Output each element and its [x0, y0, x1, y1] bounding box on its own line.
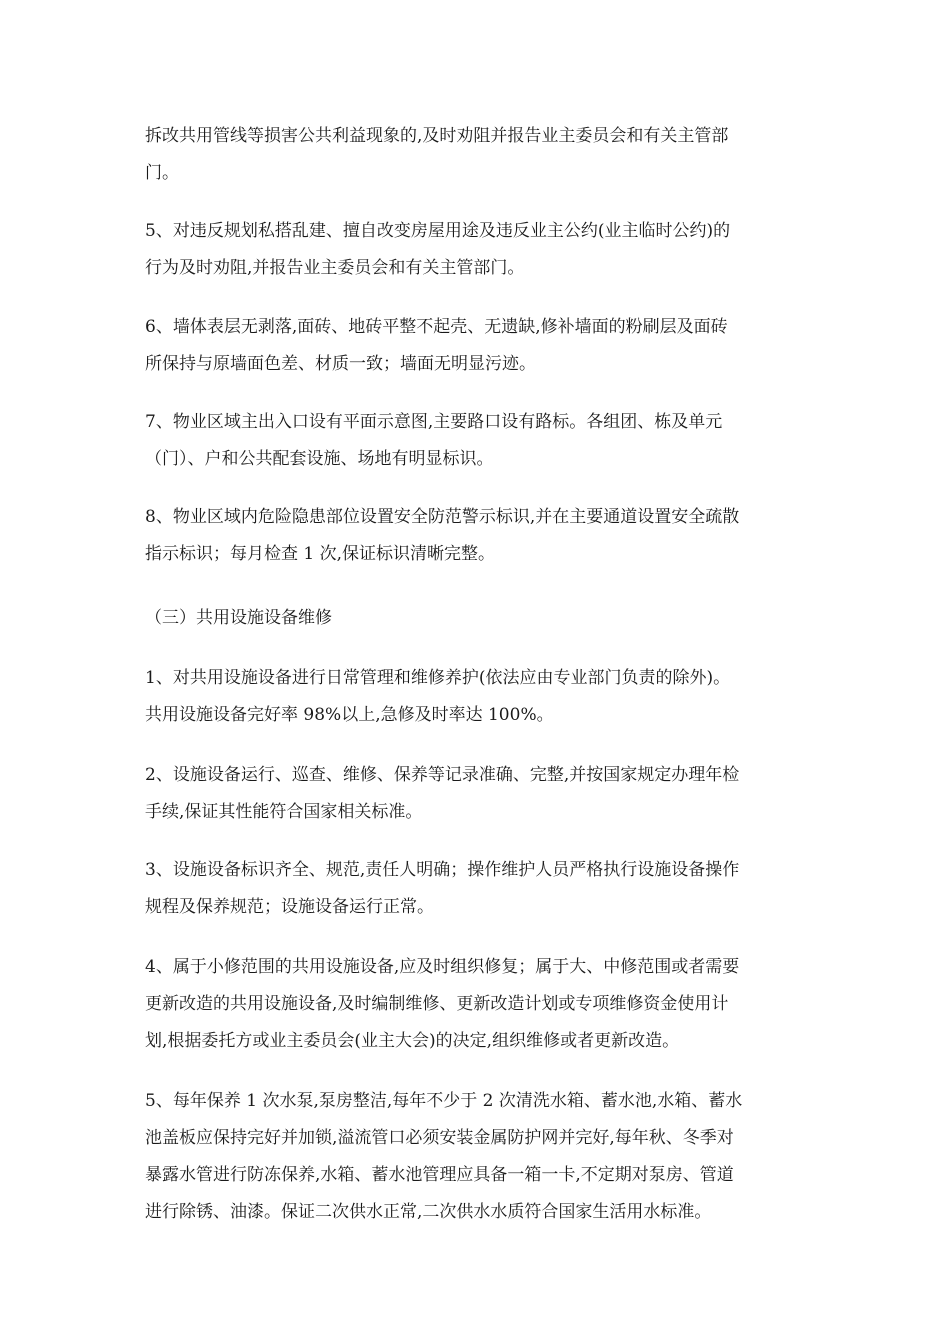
paragraph-item-4-repairs: [145, 949, 810, 1060]
paragraph-item-8-safety-signs: [145, 499, 810, 573]
text-line: 暴露水管进行防冻保养,水箱、蓄水池管理应具备一箱一卡,不定期对泵房、管道: [145, 1165, 734, 1185]
text-line: 指示标识；每月检查 1 次,保证标识清晰完整。: [145, 544, 496, 564]
text-line: 规程及保养规范；设施设备运行正常。: [145, 897, 434, 917]
text-line: 门。: [145, 163, 179, 183]
text-line: 6、墙体表层无剥落,面砖、地砖平整不起壳、无遗缺,修补墙面的粉刷层及面砖: [145, 317, 728, 337]
text-line: 池盖板应保持完好并加锁,溢流管口必须安装金属防护网并完好,每年秋、冬季对: [145, 1128, 734, 1148]
text-line: 拆改共用管线等损害公共利益现象的,及时劝阻并报告业主委员会和有关主管部: [145, 126, 729, 146]
text-line: 4、属于小修范围的共用设施设备,应及时组织修复；属于大、中修范围或者需要: [145, 957, 740, 977]
text-line: 更新改造的共用设施设备,及时编制维修、更新改造计划或专项维修资金使用计: [145, 994, 729, 1014]
paragraph-item-6-wall-surface: [145, 309, 810, 383]
text-line: 1、对共用设施设备进行日常管理和维修养护(依法应由专业部门负责的除外)。: [145, 668, 731, 688]
text-line: 行为及时劝阻,并报告业主委员会和有关主管部门。: [145, 258, 525, 278]
text-line: 8、物业区域内危险隐患部位设置安全防范警示标识,并在主要通道设置安全疏散: [145, 507, 740, 527]
text-line: 所保持与原墙面色差、材质一致；墙面无明显污迹。: [145, 354, 536, 374]
section-heading: （三）共用设施设备维修: [145, 608, 332, 628]
paragraph-item-5-water-supply: [145, 1083, 810, 1231]
text-line: 5、每年保养 1 次水泵,泵房整洁,每年不少于 2 次清洗水箱、蓄水池,水箱、蓄水: [145, 1091, 743, 1111]
text-line: 3、设施设备标识齐全、规范,责任人明确；操作维护人员严格执行设施设备操作: [145, 860, 740, 880]
paragraph-item-2-records: [145, 757, 810, 831]
paragraph-item-7-signage-map: [145, 404, 810, 478]
section-heading-facility-maintenance: [145, 600, 810, 637]
text-line: 进行除锈、油漆。保证二次供水正常,二次供水水质符合国家生活用水标准。: [145, 1202, 712, 1222]
text-line: 手续,保证其性能符合国家相关标准。: [145, 802, 423, 822]
paragraph-item-1-daily-management: [145, 660, 810, 734]
paragraph-public-pipeline: [145, 118, 810, 192]
text-line: 5、对违反规划私搭乱建、擅自改变房屋用途及违反业主公约(业主临时公约)的: [145, 221, 731, 241]
text-line: 划,根据委托方或业主委员会(业主大会)的决定,组织维修或者更新改造。: [145, 1031, 680, 1051]
text-line: 2、设施设备运行、巡查、维修、保养等记录准确、完整,并按国家规定办理年检: [145, 765, 740, 785]
text-line: （门）、户和公共配套设施、场地有明显标识。: [145, 449, 494, 469]
text-line: 共用设施设备完好率 98%以上,急修及时率达 100%。: [145, 705, 554, 725]
paragraph-item-3-equipment-labels: [145, 852, 810, 926]
paragraph-item-5-illegal-construction: [145, 213, 810, 287]
text-line: 7、物业区域主出入口设有平面示意图,主要路口设有路标。各组团、栋及单元: [145, 412, 723, 432]
